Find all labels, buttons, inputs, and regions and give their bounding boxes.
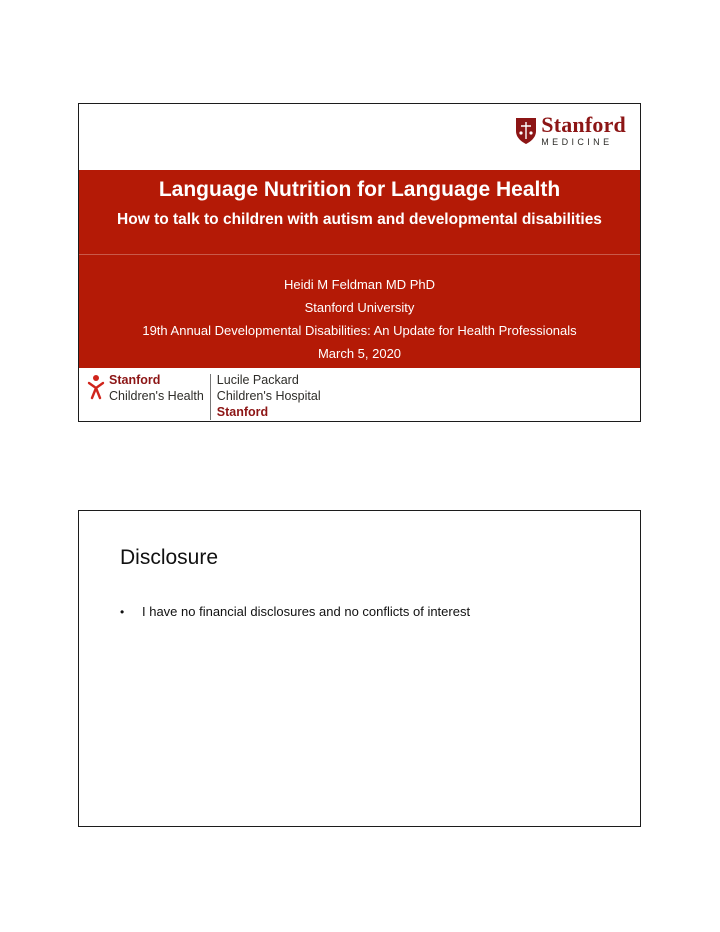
hospital-logos	[87, 372, 321, 420]
lp-line1: Lucile Packard	[216, 373, 299, 387]
disclosure-slide	[78, 510, 641, 827]
bullet-dot-icon: •	[120, 605, 125, 619]
disclosure-title: Disclosure	[120, 546, 219, 569]
event-date: March 5, 2020	[317, 346, 402, 361]
sch-subname: Children's Health	[109, 389, 204, 403]
author-name: Heidi M Feldman MD PhD	[284, 277, 435, 292]
title-band	[79, 170, 640, 368]
bullet-item	[120, 603, 470, 621]
sch-name: Stanford	[109, 373, 161, 387]
affiliation: Stanford University	[304, 300, 415, 315]
stanford-shield-icon	[515, 117, 537, 145]
lp-line2: Children's Hospital	[216, 389, 321, 403]
stanford-medicine-logo	[515, 114, 626, 147]
title-slide	[78, 103, 641, 422]
lp-line3: Stanford	[216, 405, 269, 419]
logo-brand: Stanford	[541, 112, 626, 137]
childrens-health-logo-icon	[87, 374, 105, 400]
band-divider	[79, 254, 640, 255]
slide-subtitle: How to talk to children with autism and developmental disabilities	[117, 211, 602, 228]
slide-title: Language Nutrition for Language Health	[158, 178, 561, 201]
bullet-text: I have no financial disclosures and no conflicts of interest	[142, 604, 471, 619]
event-name: 19th Annual Developmental Disabilities: An Update for Health Professionals	[142, 323, 577, 338]
logo-divider	[210, 374, 211, 420]
logo-division: MEDICINE	[541, 137, 613, 147]
